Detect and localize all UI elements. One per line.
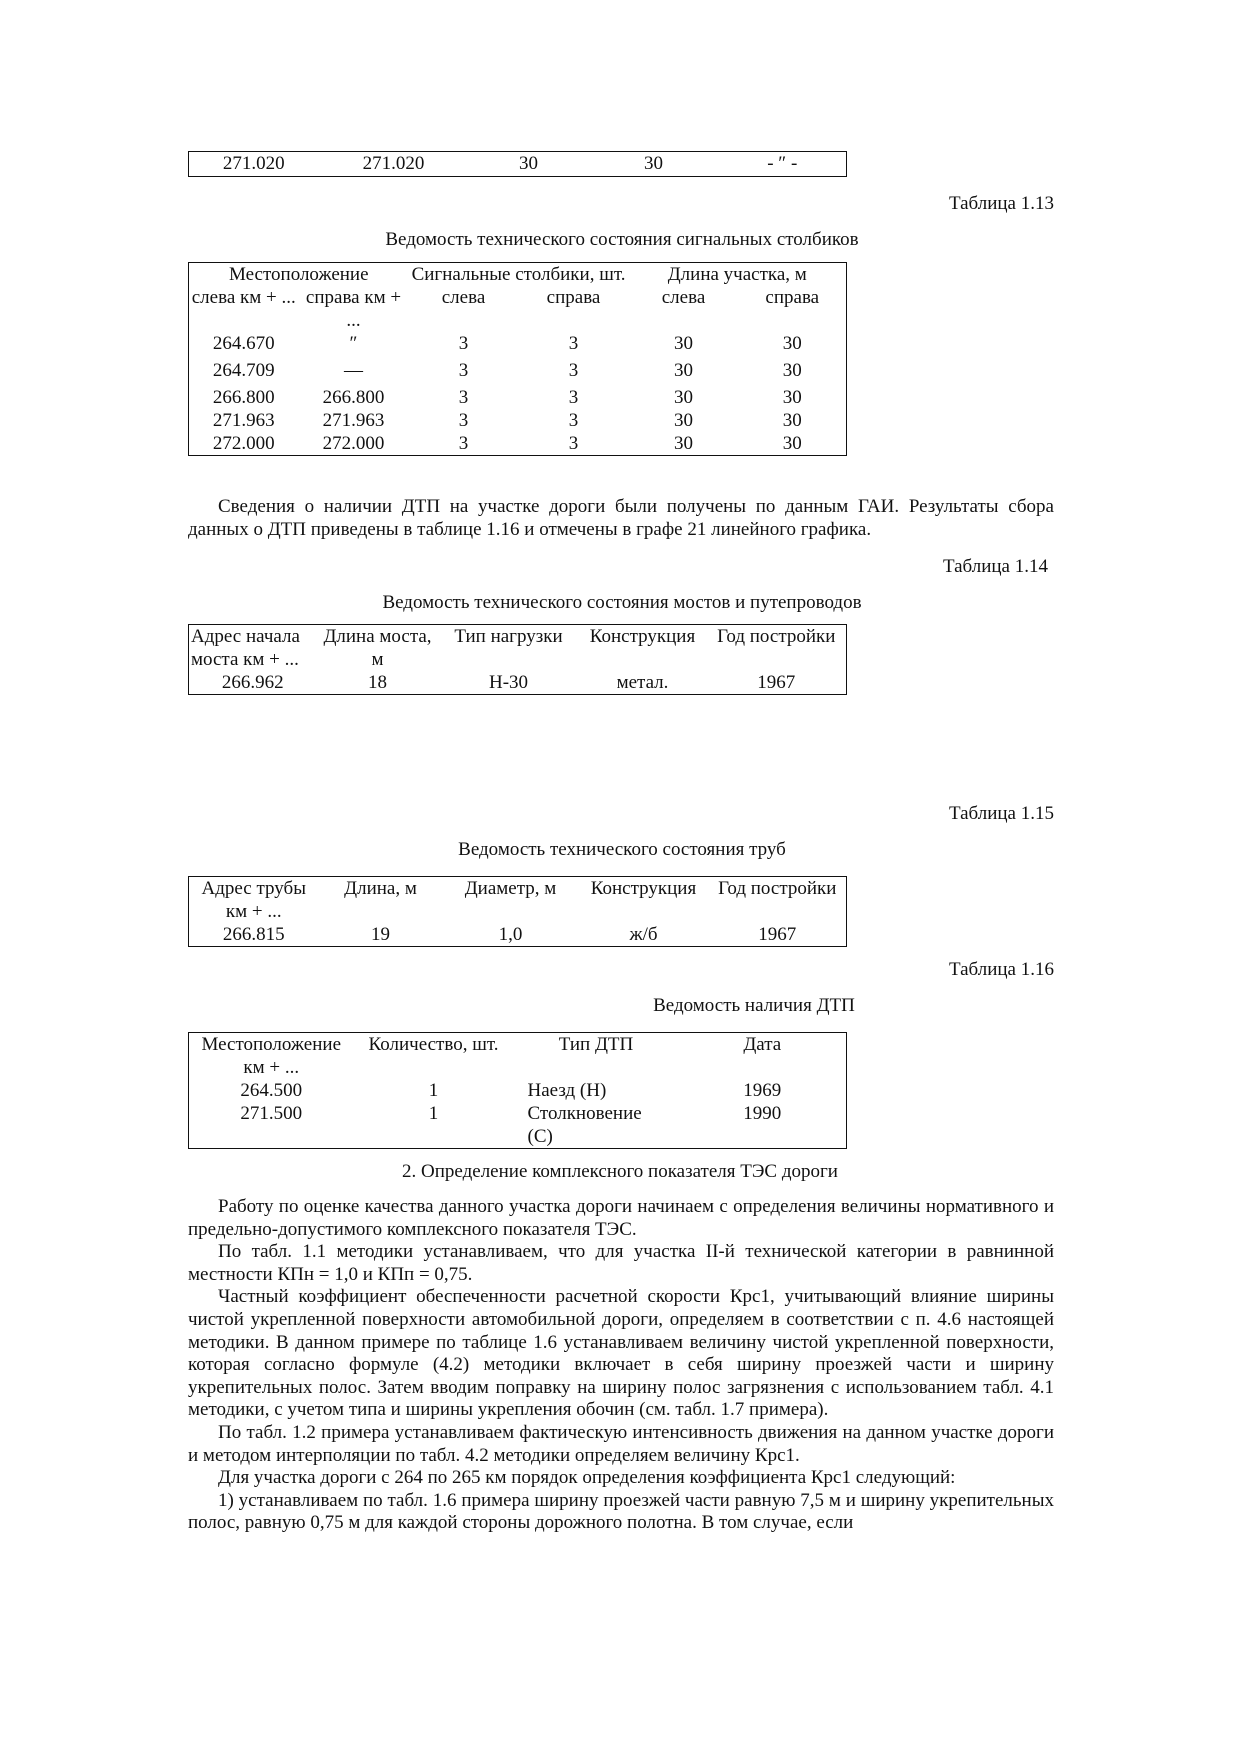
header-left-2: слева: [661, 287, 706, 308]
paragraph: Частный коэффициент обеспеченности расчетной скорости Крс1, учитывающий влияние ширины чистой укрепленной поверхности автомобильной дороги, определяем в соответствии с п. 4.6 настоящей методики. В данном примере по таблице 1.6 устанавливаем величину чистой укрепленной поверхности, которая согласно формуле (4.2) методики включает в себя ширину проезжей части и ширину укрепительных полос. Затем вводим поправку на ширину полос загрязнения с использованием табл. 4.1 методики, с учетом типа и ширины укрепления обочин (см. табл. 1.7 примера).: [188, 1286, 1054, 1421]
cell: 30: [519, 153, 538, 174]
header-cell: Длина моста, м: [323, 626, 432, 670]
header-cell: Длина, м: [344, 878, 417, 899]
cell: 266.800: [322, 387, 385, 408]
cell: 271.963: [322, 410, 385, 431]
table-row: [189, 386, 847, 409]
cell: 272.000: [322, 433, 385, 454]
cell: Н-30: [488, 672, 529, 693]
table-row: [189, 332, 847, 359]
cell: 30: [782, 333, 802, 354]
table-title-1-15: Ведомость технического состояния труб: [458, 839, 786, 860]
header-right: справа: [546, 287, 601, 308]
table-caption-1-15: Таблица 1.15: [948, 803, 1054, 824]
header-cell: Местоположение км + ...: [201, 1034, 342, 1078]
table-row: [189, 1102, 847, 1149]
cell: 30: [674, 360, 694, 381]
table-caption-1-14: Таблица 1.14: [942, 556, 1048, 577]
paragraph: По табл. 1.2 примера устанавливаем фактическую интенсивность движения на данном участке дороги и методом интерполяции по табл. 4.2 методики определяем величину Крс1.: [188, 1421, 1054, 1466]
paragraph: По табл. 1.1 методики устанавливаем, что для участка II-й технической категории в равнинной местности КПн = 1,0 и КПп = 0,75.: [188, 1241, 1054, 1285]
cell: 266.815: [222, 924, 285, 945]
header-left: слева: [441, 287, 486, 308]
header-cell: Адрес начала моста км + ...: [191, 626, 300, 670]
table-header-row: [189, 877, 847, 924]
header-cell: Тип нагрузки: [454, 626, 563, 647]
cell: Столкновение (С): [527, 1103, 642, 1147]
header-cell: Год постройки: [717, 626, 836, 647]
cell: 3: [458, 360, 469, 381]
table-row: [189, 409, 847, 432]
top-continuation-row: [188, 151, 847, 177]
table-title-1-16: Ведомость наличия ДТП: [653, 995, 855, 1016]
header-left-km: слева км + ...: [191, 287, 296, 308]
table-title-1-14: Ведомость технического состояния мостов и путепроводов: [382, 592, 862, 613]
header-cell: Диаметр, м: [464, 878, 557, 899]
cell: 30: [782, 410, 802, 431]
cell: 3: [458, 433, 469, 454]
cell: 271.020: [222, 153, 285, 174]
header-length: Длина участка, м: [667, 264, 807, 285]
header-cell: Год постройки: [718, 878, 837, 899]
table-caption-1-16: Таблица 1.16: [948, 959, 1054, 980]
table-header-row: [189, 263, 847, 287]
header-right-km: справа км + ...: [305, 287, 402, 331]
cell: 30: [644, 153, 663, 174]
cell: 3: [568, 387, 579, 408]
cell: 30: [674, 410, 694, 431]
cell: 264.500: [240, 1080, 303, 1101]
paragraph: Работу по оценке качества данного участка дороги начинаем с определения величины нормативного и предельно-допустимого комплексного показателя ТЭС.: [188, 1196, 1054, 1240]
table-row: [189, 1079, 847, 1102]
table-accidents: [188, 1032, 847, 1149]
cell: 266.962: [221, 672, 284, 693]
cell: 3: [458, 333, 469, 354]
cell: 30: [674, 433, 694, 454]
header-posts: Сигнальные столбики, шт.: [411, 264, 626, 285]
cell: 30: [674, 333, 694, 354]
table-signal-posts: [188, 262, 847, 456]
cell: 1967: [757, 672, 796, 693]
body-paragraphs: [188, 1196, 1054, 1535]
cell: 30: [782, 387, 802, 408]
paragraph: Для участка дороги с 264 по 265 км порядок определения коэффициента Крс1 следующий:: [218, 1467, 956, 1489]
cell: 3: [458, 387, 469, 408]
cell: 30: [782, 433, 802, 454]
table-row: [189, 923, 847, 947]
table-header-row: [189, 1033, 847, 1080]
table-row: [189, 432, 847, 456]
cell: Наезд (Н): [527, 1080, 607, 1101]
table-row: [189, 671, 847, 695]
header-cell: Конструкция: [589, 626, 696, 647]
cell: 1: [428, 1103, 439, 1124]
header-right-2: справа: [765, 287, 820, 308]
cell: 272.000: [212, 433, 275, 454]
cell: 1,0: [498, 924, 523, 945]
cell: 271.500: [240, 1103, 303, 1124]
table-row: [189, 152, 847, 177]
paragraph: 1) устанавливаем по табл. 1.6 примера ширину проезжей части равную 7,5 м и ширину укрепительных полос, равную 0,75 м для каждой стороны дорожного полотна. В том случае, если: [188, 1489, 1054, 1534]
cell: 3: [568, 410, 579, 431]
cell: метал.: [616, 672, 669, 693]
header-cell: Конструкция: [590, 878, 697, 899]
cell: 271.963: [212, 410, 275, 431]
table-bridges: [188, 624, 847, 695]
cell: 1990: [743, 1103, 782, 1124]
cell: 19: [371, 924, 390, 945]
header-location: Местоположение: [228, 264, 369, 285]
cell: 3: [458, 410, 469, 431]
header-cell: Количество, шт.: [368, 1034, 499, 1055]
table-header-row: [189, 625, 847, 672]
cell: 271.020: [362, 153, 425, 174]
cell: ж/б: [629, 924, 658, 945]
cell: 1969: [743, 1080, 782, 1101]
cell: 264.670: [212, 333, 275, 354]
cell: 1967: [758, 924, 797, 945]
cell: 3: [568, 333, 579, 354]
header-cell: Адрес трубы км + ...: [201, 878, 306, 922]
header-cell: Тип ДТП: [558, 1034, 634, 1055]
table-subheader-row: [189, 286, 847, 332]
cell: 18: [368, 672, 387, 693]
cell: ″: [349, 333, 358, 354]
table-row: [189, 359, 847, 386]
cell: - ″ -: [767, 153, 798, 174]
cell: 3: [568, 433, 579, 454]
table-pipes: [188, 876, 847, 947]
table-title-1-13: Ведомость технического состояния сигнальных столбиков: [385, 229, 859, 250]
paragraph-dtp-info: Сведения о наличии ДТП на участке дороги были получены по данным ГАИ. Результаты сбора данных о ДТП приведены в таблице 1.16 и отмечены в графе 21 линейного графика.: [188, 496, 1054, 540]
cell: 30: [782, 360, 802, 381]
cell: 264.709: [212, 360, 275, 381]
header-cell: Дата: [743, 1034, 782, 1055]
cell: —: [344, 360, 363, 381]
cell: 266.800: [212, 387, 275, 408]
table-caption-1-13: Таблица 1.13: [948, 193, 1054, 214]
section-title: 2. Определение комплексного показателя ТЭС дороги: [402, 1161, 838, 1182]
cell: 1: [428, 1080, 439, 1101]
cell: 30: [674, 387, 694, 408]
cell: 3: [568, 360, 579, 381]
